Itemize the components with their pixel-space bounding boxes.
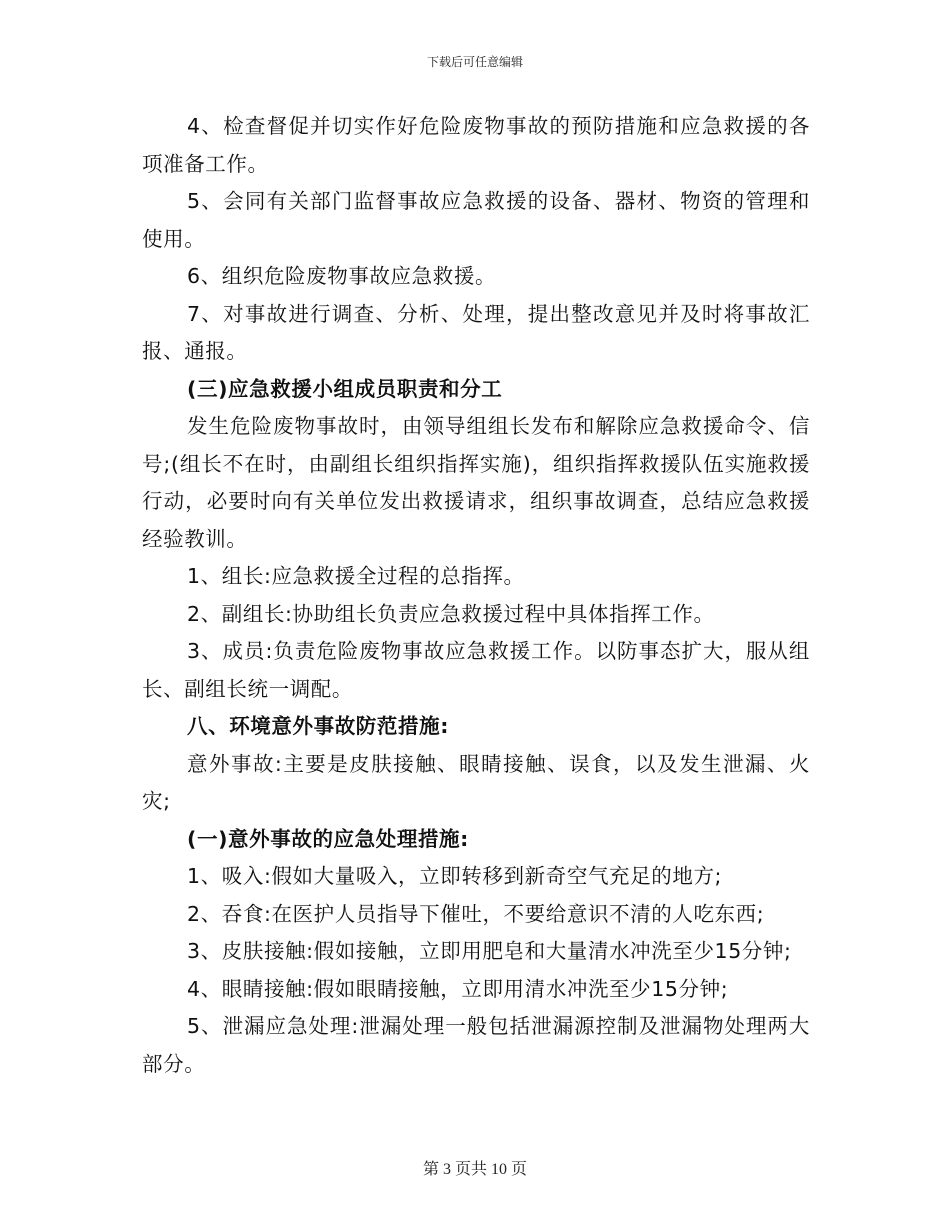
paragraph-measure-inhale: 1、吸入:假如大量吸入，立即转移到新奇空气充足的地方; <box>187 864 723 888</box>
page-footer: 第 3 页共 10 页 <box>422 1161 527 1178</box>
paragraph-item-5: 5、会同有关部门监督事故应急救援的设备、器材、物资的管理和使用。 <box>142 189 810 251</box>
paragraph-measure-leak: 5、泄漏应急处理:泄漏处理一般包括泄漏源控制及泄漏物处理两大部分。 <box>142 1014 810 1076</box>
paragraph-item-4: 4、检查督促并切实作好危险废物事故的预防措施和应急救援的各项准备工作。 <box>142 114 810 176</box>
section-heading-1: (一)意外事故的应急处理措施: <box>187 826 469 851</box>
paragraph-role-leader: 1、组长:应急救援全过程的总指挥。 <box>187 564 525 588</box>
paragraph-measure-swallow: 2、吞食:在医护人员指导下催吐，不要给意识不清的人吃东西; <box>187 901 765 926</box>
paragraph-intro: 发生危险废物事故时，由领导组组长发布和解除应急救援命令、信号;(组长不在时，由副组长组织指挥实施)，组织指挥救援队伍实施救援行动，必要时向有关单位发出救援请求，组织事故调查，总结应急救援经验教训。 <box>142 414 810 551</box>
document-body <box>142 108 810 1083</box>
paragraph-role-deputy: 2、副组长:协助组长负责应急救援过程中具体指挥工作。 <box>187 601 715 626</box>
paragraph-item-7: 7、对事故进行调查、分析、处理，提出整改意见并及时将事故汇报、通报。 <box>142 301 810 363</box>
section-heading-8: 八、环境意外事故防范措施: <box>187 714 449 738</box>
paragraph-measure-eye: 4、眼睛接触:假如眼睛接触，立即用清水冲洗至少15分钟; <box>187 976 729 1001</box>
paragraph-role-member: 3、成员:负责危险废物事故应急救援工作。以防事态扩大，服从组长、副组长统一调配。 <box>142 639 810 701</box>
section-heading-3: (三)应急救援小组成员职责和分工 <box>187 376 503 401</box>
page-header: 下载后可任意编辑 <box>426 55 523 69</box>
paragraph-item-6: 6、组织危险废物事故应急救援。 <box>187 264 497 288</box>
paragraph-measure-skin: 3、皮肤接触:假如接触，立即用肥皂和大量清水冲洗至少15分钟; <box>187 939 792 963</box>
paragraph-accident-types: 意外事故:主要是皮肤接触、眼睛接触、误食，以及发生泄漏、火灾; <box>142 751 810 813</box>
